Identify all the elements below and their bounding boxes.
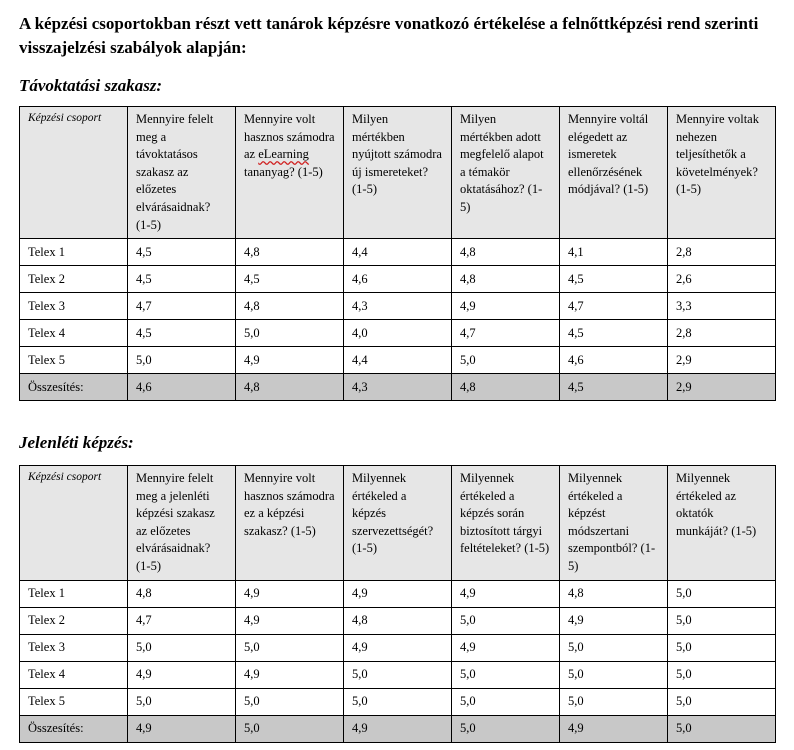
total-cell: 2,9 (668, 374, 776, 401)
table-cell: 5,0 (344, 688, 452, 715)
row-label: Telex 5 (20, 347, 128, 374)
table-cell: 5,0 (452, 688, 560, 715)
table-row (20, 320, 776, 347)
table-cell: 4,6 (344, 266, 452, 293)
total-cell: 4,5 (560, 374, 668, 401)
table-cell: 5,0 (668, 607, 776, 634)
row-label: Telex 3 (20, 634, 128, 661)
header-trainers: Milyennek értékeled az oktatók munkáját? (1-5) (668, 466, 776, 581)
table-row (20, 688, 776, 715)
header-assessment: Mennyire voltál elégedett az ismeretek ellenőrzésének módjával? (1-5) (560, 107, 668, 239)
table-cell: 4,8 (344, 607, 452, 634)
total-cell: 4,9 (344, 715, 452, 742)
header-foundation: Milyen mértékben adott megfelelő alapot a témakör oktatásához? (1-5) (452, 107, 560, 239)
table-cell: 4,5 (128, 266, 236, 293)
row-label: Telex 5 (20, 688, 128, 715)
table-header-row (20, 107, 776, 239)
table-cell: 4,0 (344, 320, 452, 347)
header-usefulness-text-a: Mennyire volt hasznos számodra az (244, 112, 335, 162)
total-cell: 4,9 (128, 715, 236, 742)
total-row (20, 715, 776, 742)
total-cell: 4,3 (344, 374, 452, 401)
header-group: Képzési csoport (20, 466, 128, 581)
table-cell: 5,0 (560, 661, 668, 688)
table-cell: 4,7 (128, 607, 236, 634)
table-cell: 4,5 (560, 320, 668, 347)
table-cell: 5,0 (344, 661, 452, 688)
total-label: Összesítés: (20, 374, 128, 401)
table-cell: 5,0 (128, 688, 236, 715)
table-cell: 5,0 (236, 320, 344, 347)
total-cell: 4,6 (128, 374, 236, 401)
total-cell: 4,9 (560, 715, 668, 742)
table-cell: 4,9 (128, 661, 236, 688)
table-cell: 2,9 (668, 347, 776, 374)
table-row (20, 607, 776, 634)
total-row (20, 374, 776, 401)
header-group: Képzési csoport (20, 107, 128, 239)
header-usefulness (236, 107, 344, 239)
row-label: Telex 2 (20, 266, 128, 293)
table-cell: 4,9 (344, 634, 452, 661)
table-cell: 4,5 (560, 266, 668, 293)
table-cell: 3,3 (668, 293, 776, 320)
table-cell: 5,0 (560, 688, 668, 715)
table-row (20, 347, 776, 374)
table-cell: 4,5 (236, 266, 344, 293)
distance-section-title: Távoktatási szakasz: (19, 76, 163, 95)
header-expectations: Mennyire felelt meg a távoktatásos szakasz az előzetes elvárásaidnak? (1-5) (128, 107, 236, 239)
table-cell: 4,8 (236, 293, 344, 320)
row-label: Telex 2 (20, 607, 128, 634)
table-cell: 5,0 (668, 688, 776, 715)
row-label: Telex 1 (20, 239, 128, 266)
table-cell: 4,8 (560, 580, 668, 607)
distance-table (19, 106, 776, 401)
presence-section-title: Jelenléti képzés: (19, 433, 134, 452)
table-cell: 2,8 (668, 239, 776, 266)
row-label: Telex 4 (20, 661, 128, 688)
table-cell: 2,8 (668, 320, 776, 347)
table-row (20, 293, 776, 320)
total-cell: 5,0 (668, 715, 776, 742)
header-usefulness-text-b: tananyag? (1-5) (244, 164, 323, 179)
table-row (20, 580, 776, 607)
table-cell: 5,0 (128, 634, 236, 661)
header-methodology: Milyennek értékeled a képzést módszertani szempontból? (1-5) (560, 466, 668, 581)
table-row (20, 634, 776, 661)
table-cell: 5,0 (668, 661, 776, 688)
table-cell: 5,0 (236, 634, 344, 661)
table-row (20, 239, 776, 266)
table-cell: 4,9 (236, 347, 344, 374)
presence-table (19, 465, 776, 743)
table-cell: 4,6 (560, 347, 668, 374)
table-cell: 4,7 (452, 320, 560, 347)
total-cell: 4,8 (236, 374, 344, 401)
table-cell: 4,9 (236, 607, 344, 634)
header-usefulness: Mennyire volt hasznos számodra ez a képzési szakasz? (1-5) (236, 466, 344, 581)
row-label: Telex 4 (20, 320, 128, 347)
table-cell: 5,0 (452, 607, 560, 634)
table-cell: 4,4 (344, 239, 452, 266)
document-title: A képzési csoportokban részt vett tanárok képzésre vonatkozó értékelése a felnőttképzési rend szerinti visszajelzési szabályok alapján: (19, 14, 759, 57)
table-cell: 4,5 (128, 239, 236, 266)
table-cell: 4,4 (344, 347, 452, 374)
table-cell: 5,0 (128, 347, 236, 374)
total-cell: 5,0 (452, 715, 560, 742)
table-cell: 4,9 (560, 607, 668, 634)
table-cell: 4,8 (452, 266, 560, 293)
header-expectations: Mennyire felelt meg a jelenléti képzési szakasz az előzetes elvárásaidnak? (1-5) (128, 466, 236, 581)
table-cell: 5,0 (452, 661, 560, 688)
table-cell: 4,9 (452, 634, 560, 661)
table-cell: 4,9 (452, 580, 560, 607)
table-cell: 4,9 (236, 661, 344, 688)
total-cell: 5,0 (236, 715, 344, 742)
row-label: Telex 3 (20, 293, 128, 320)
table-cell: 4,7 (560, 293, 668, 320)
table-cell: 2,6 (668, 266, 776, 293)
header-conditions: Milyennek értékeled a képzés során biztosított tárgyi feltételeket? (1-5) (452, 466, 560, 581)
table-cell: 4,7 (128, 293, 236, 320)
table-row (20, 266, 776, 293)
table-cell: 4,9 (452, 293, 560, 320)
total-cell: 4,8 (452, 374, 560, 401)
spellcheck-word: eLearning (258, 147, 309, 162)
table-cell: 4,1 (560, 239, 668, 266)
table-header-row (20, 466, 776, 581)
table-cell: 5,0 (236, 688, 344, 715)
table-row (20, 661, 776, 688)
table-cell: 5,0 (560, 634, 668, 661)
table-cell: 4,9 (344, 580, 452, 607)
header-organization: Milyennek értékeled a képzés szervezettségét? (1-5) (344, 466, 452, 581)
header-requirements: Mennyire voltak nehezen teljesíthetők a követelmények? (1-5) (668, 107, 776, 239)
table-cell: 4,5 (128, 320, 236, 347)
header-new-knowledge: Milyen mértékben nyújtott számodra új ismereteket? (1-5) (344, 107, 452, 239)
table-cell: 4,9 (236, 580, 344, 607)
table-cell: 4,8 (452, 239, 560, 266)
row-label: Telex 1 (20, 580, 128, 607)
table-cell: 5,0 (668, 634, 776, 661)
table-cell: 4,8 (128, 580, 236, 607)
table-cell: 4,8 (236, 239, 344, 266)
table-cell: 5,0 (668, 580, 776, 607)
total-label: Összesítés: (20, 715, 128, 742)
table-cell: 4,3 (344, 293, 452, 320)
table-cell: 5,0 (452, 347, 560, 374)
